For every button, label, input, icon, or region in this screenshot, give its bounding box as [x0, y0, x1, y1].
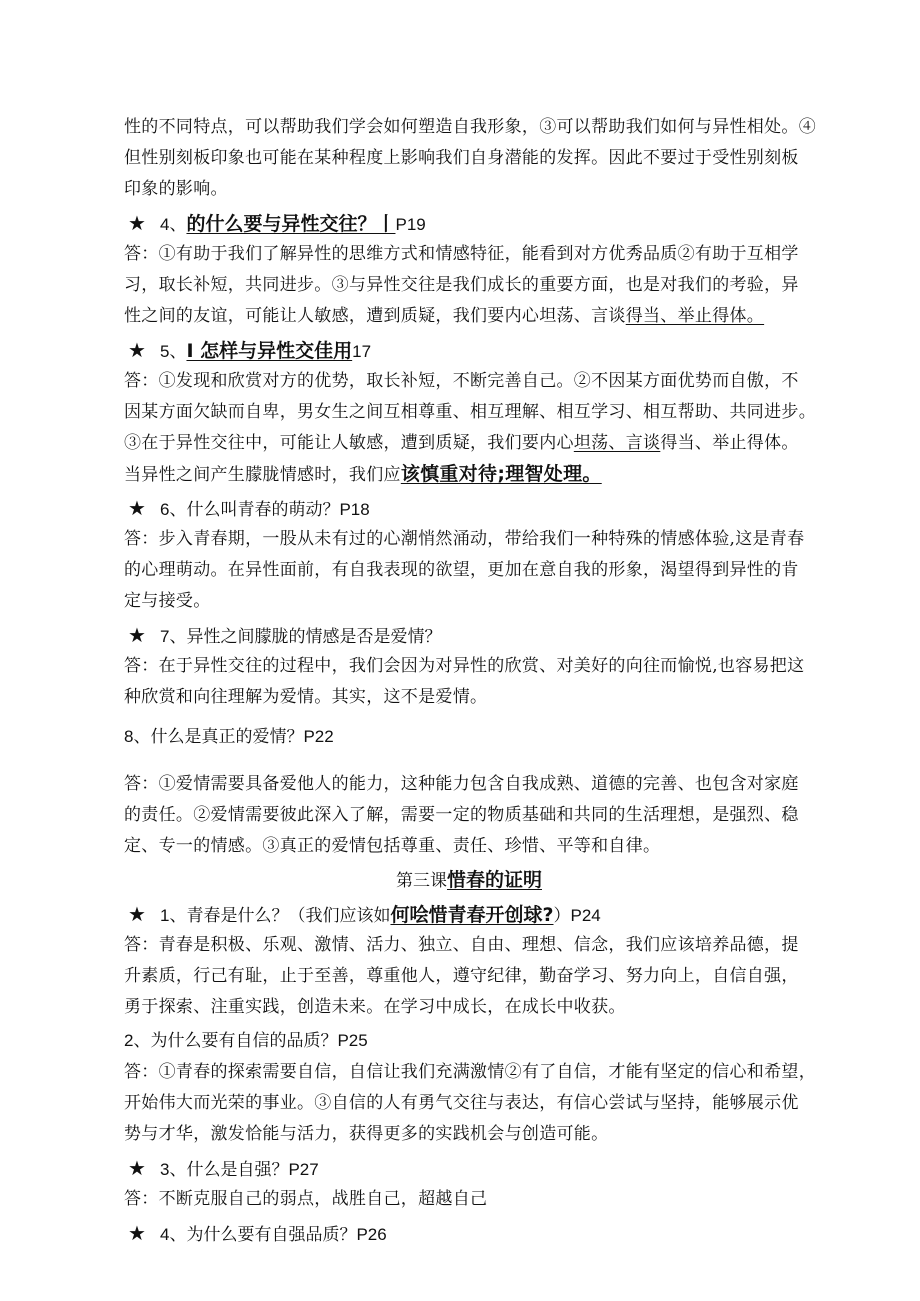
question-number: 5、: [160, 342, 187, 361]
answer-line: 答：不断克服自己的弱点，战胜自己，超越自己: [124, 1189, 488, 1209]
answer-line: 的责任。②爱情需要彼此深入了解，需要一定的物质基础和共同的生活理想，是强烈、稳: [124, 805, 799, 825]
question-title: 为什么要有自强品质？: [186, 1225, 357, 1245]
text-line: 性的不同特点，可以帮助我们学会如何塑造自我形象，③可以帮助我们如何与异性相处。④: [124, 117, 816, 137]
lesson-prefix: 第三课: [395, 871, 447, 891]
answer-line: 答：在于异性交往的过程中，我们会因为对异性的欣赏、对美好的向往而愉悦,也容易把这: [124, 656, 805, 676]
emphasis-text: 该慎重对待;理智处理。: [400, 463, 602, 485]
answer-line: 答：①发现和欣赏对方的优势，取长补短，不断完善自己。②不因某方面优势而自傲，不: [124, 371, 799, 391]
page-ref: P24: [570, 906, 601, 925]
question-title-emphasis: 何哙惜青春开创球?: [390, 904, 554, 926]
answer-line: 因某方面欠缺而自卑，男女生之间互相尊重、相互理解、相互学习、相互帮助、共同进步。: [124, 402, 816, 422]
answer-line: 勇于探索、注重实践，创造未来。在学习中成长，在成长中收获。: [124, 997, 626, 1017]
lesson3-question-3: [124, 1152, 814, 1184]
question-number: 4、: [160, 1225, 187, 1244]
page-ref: P25: [337, 1031, 368, 1050]
answer-line: 种欣赏和向往理解为爱情。其实，这不是爱情。: [124, 687, 488, 707]
answer-line: 答：①青春的探索需要自信，自信让我们充满激情②有了自信，才能有坚定的信心和希望，: [124, 1062, 816, 1082]
star-icon: ★: [128, 1221, 146, 1245]
question-title: 什么是真正的爱情？: [150, 727, 304, 747]
underlined-text: 得当、举止得体。: [625, 306, 765, 326]
answer-line: [124, 459, 814, 490]
star-icon: ★: [128, 496, 146, 520]
answer-text: 性之间的友谊，可能让人敏感，遭到质疑，我们要内心坦荡、言谈: [124, 306, 626, 326]
question-number: 7、: [160, 627, 187, 646]
answer-line: 定、专一的情感。③真正的爱情包括尊重、责任、珍惜、平等和自律。: [124, 836, 661, 856]
question-number: 4、: [160, 215, 187, 234]
question-title: I 怎样与异性交佳用: [186, 340, 353, 362]
spacer: [124, 753, 814, 769]
answer-line: 答：①有助于我们了解异性的思维方式和情感特征，能看到对方优秀品质②有助于互相学: [124, 244, 799, 264]
question-8: [124, 721, 814, 753]
star-icon: ★: [128, 338, 146, 362]
page-ref: P18: [339, 500, 370, 519]
answer-line: 开始伟大而光荣的事业。③自信的人有勇气交往与表达，有信心尝试与坚持，能够展示优: [124, 1093, 799, 1113]
page-ref: P19: [395, 215, 426, 234]
question-title: 什么叫青春的萌动？: [186, 500, 340, 520]
question-title: 青春是什么？（我们应该如: [186, 906, 391, 926]
answer-line: 升素质，行己有耻，止于至善，尊重他人，遵守纪律，勤奋学习、努力向上，自信自强，: [124, 966, 799, 986]
answer-text: ③在于异性交往中，可能让人敏感，遭到质疑，我们要内心: [124, 433, 574, 453]
lesson-title: 惜春的证明: [446, 869, 542, 891]
answer-line: 定与接受。: [124, 591, 211, 611]
lesson3-question-1: [124, 898, 814, 930]
question-title: 为什么要有自信的品质？: [150, 1031, 338, 1051]
question-title: 的什么要与异性交往？丨: [186, 213, 396, 235]
question-5: [124, 334, 814, 366]
question-number: 1、: [160, 906, 187, 925]
lesson3-question-2: [124, 1025, 814, 1057]
page-ref: P27: [288, 1160, 319, 1179]
answer-line: 的心理萌动。在异性面前，有自我表现的欲望，更加在意自我的形象，渴望得到异性的肯: [124, 560, 799, 580]
page-ref: 17: [352, 342, 372, 361]
star-icon: ★: [128, 623, 146, 647]
answer-line: 势与才华，激发恰能与活力，获得更多的实践机会与创造可能。: [124, 1124, 609, 1144]
question-title: 异性之间朦胧的情感是否是爱情？: [186, 627, 442, 647]
answer-line: [124, 428, 814, 459]
question-number: 3、: [160, 1160, 187, 1179]
answer-text: 当异性之间产生朦胧情感时，我们应: [124, 465, 401, 485]
question-6: [124, 492, 814, 524]
answer-line: 习，取长补短，共同进步。③与异性交往是我们成长的重要方面，也是对我们的考验，异: [124, 275, 799, 295]
text-line: 但性别刻板印象也可能在某种程度上影响我们自身潜能的发挥。因此不要过于受性别刻板: [124, 148, 799, 168]
question-title-close: ）: [553, 906, 571, 926]
underlined-text: 坦荡、言谈: [573, 433, 661, 453]
answer-line: 答：①爱情需要具备爱他人的能力，这种能力包含自我成熟、道德的完善、也包含对家庭: [124, 774, 799, 794]
star-icon: ★: [128, 1156, 146, 1180]
page-ref: P22: [303, 727, 334, 746]
answer-line: [124, 301, 814, 332]
star-icon: ★: [128, 211, 146, 235]
answer-line: 答：步入青春期，一股从未有过的心潮悄然涌动，带给我们一种特殊的情感体验,这是青春: [124, 529, 805, 549]
answer-text: 得当、举止得体。: [660, 433, 799, 453]
text-line: 印象的影响。: [124, 179, 228, 199]
lesson3-question-4: [124, 1217, 814, 1249]
question-number: 8、: [124, 727, 151, 746]
star-icon: ★: [128, 902, 146, 926]
question-title: 什么是自强？: [186, 1160, 289, 1180]
answer-line: 答：青春是积极、乐观、激情、活力、独立、自由、理想、信念，我们应该培养品德，提: [124, 935, 799, 955]
question-number: 6、: [160, 500, 187, 519]
page-ref: P26: [356, 1225, 387, 1244]
question-number: 2、: [124, 1031, 151, 1050]
lesson-heading: [124, 864, 814, 896]
document-page: [124, 112, 814, 1249]
question-7: [124, 619, 814, 651]
question-4: [124, 207, 814, 239]
